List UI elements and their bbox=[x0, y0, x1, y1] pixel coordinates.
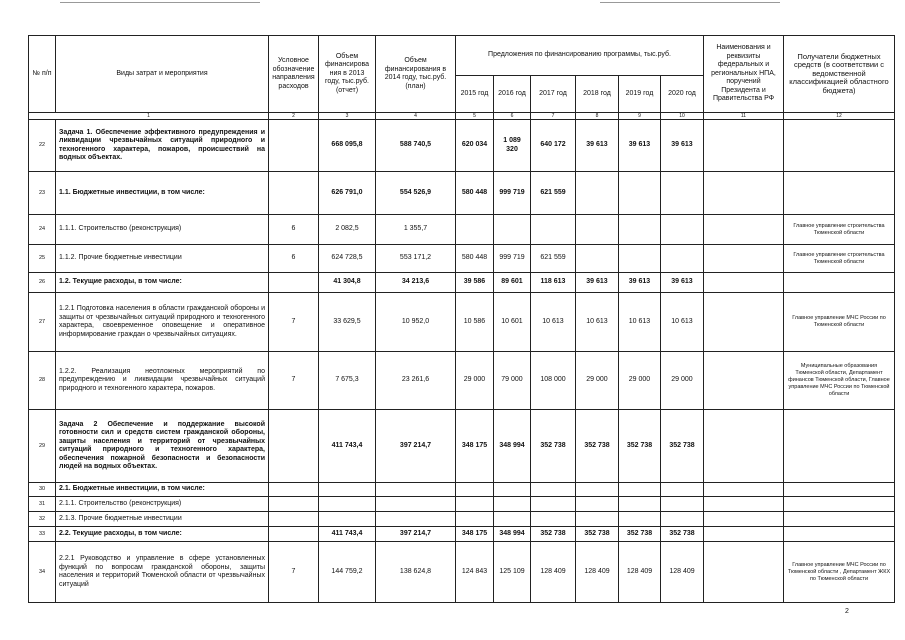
row-year-value: 352 738 bbox=[619, 410, 661, 483]
row-year-value bbox=[661, 172, 704, 215]
row-year-value: 999 719 bbox=[494, 172, 531, 215]
column-number: 6 bbox=[494, 113, 531, 120]
header-year: 2015 год bbox=[456, 76, 494, 113]
row-year-value: 128 409 bbox=[661, 542, 704, 603]
row-year-value bbox=[494, 215, 531, 245]
row-name: 2.1.1. Строительство (реконструкция) bbox=[56, 497, 269, 512]
row-year-value bbox=[576, 512, 619, 527]
row-number: 34 bbox=[29, 542, 56, 603]
row-year-value: 580 448 bbox=[456, 172, 494, 215]
row-name: 2.2. Текущие расходы, в том числе: bbox=[56, 527, 269, 542]
row-2013: 2 082,5 bbox=[319, 215, 376, 245]
financing-table bbox=[28, 35, 895, 603]
row-name: 1.1.2. Прочие бюджетные инвестиции bbox=[56, 245, 269, 273]
row-year-value bbox=[661, 245, 704, 273]
column-number: 7 bbox=[531, 113, 576, 120]
row-npa bbox=[704, 483, 784, 497]
row-year-value: 352 738 bbox=[576, 527, 619, 542]
row-year-value: 640 172 bbox=[531, 120, 576, 172]
row-year-value: 348 994 bbox=[494, 410, 531, 483]
row-2013: 668 095,8 bbox=[319, 120, 376, 172]
row-year-value: 128 409 bbox=[576, 542, 619, 603]
row-code: 7 bbox=[269, 542, 319, 603]
row-year-value: 39 613 bbox=[619, 273, 661, 293]
row-year-value bbox=[531, 497, 576, 512]
column-number: 10 bbox=[661, 113, 704, 120]
row-year-value: 124 843 bbox=[456, 542, 494, 603]
row-year-value: 580 448 bbox=[456, 245, 494, 273]
row-number: 28 bbox=[29, 352, 56, 410]
row-recipient bbox=[784, 497, 895, 512]
row-year-value: 39 613 bbox=[576, 120, 619, 172]
page-number: 2 bbox=[845, 608, 849, 615]
row-year-value: 108 000 bbox=[531, 352, 576, 410]
row-code bbox=[269, 120, 319, 172]
row-2014 bbox=[376, 497, 456, 512]
header-year: 2020 год bbox=[661, 76, 704, 113]
row-year-value: 10 613 bbox=[661, 293, 704, 352]
row-2014 bbox=[376, 483, 456, 497]
row-recipient: Главное управление строительства Тюменской области bbox=[784, 215, 895, 245]
row-name: Задача 1. Обеспечение эффективного предупреждения и ликвидации чрезвычайных ситуаций природного и техногенного характера, пожаров, происшествий на водных объектах. bbox=[56, 120, 269, 172]
row-name: 2.1. Бюджетные инвестиции, в том числе: bbox=[56, 483, 269, 497]
row-number: 24 bbox=[29, 215, 56, 245]
row-year-value bbox=[576, 172, 619, 215]
scan-artifact-line bbox=[600, 2, 780, 3]
row-2013: 144 759,2 bbox=[319, 542, 376, 603]
header-kind: Виды затрат и мероприятия bbox=[56, 36, 269, 113]
row-2013 bbox=[319, 497, 376, 512]
row-number: 30 bbox=[29, 483, 56, 497]
row-year-value: 128 409 bbox=[619, 542, 661, 603]
row-year-value: 10 601 bbox=[494, 293, 531, 352]
header-year: 2018 год bbox=[576, 76, 619, 113]
row-year-value: 125 109 bbox=[494, 542, 531, 603]
row-2013: 626 791,0 bbox=[319, 172, 376, 215]
row-year-value: 128 409 bbox=[531, 542, 576, 603]
row-npa bbox=[704, 245, 784, 273]
row-npa bbox=[704, 352, 784, 410]
row-year-value: 348 994 bbox=[494, 527, 531, 542]
row-year-value: 118 613 bbox=[531, 273, 576, 293]
row-code bbox=[269, 497, 319, 512]
row-recipient: Муниципальные образования Тюменской области, Департамент финансов Тюменской области, Главное управление МЧС России по Тюменской области bbox=[784, 352, 895, 410]
column-number: 9 bbox=[619, 113, 661, 120]
row-year-value: 352 738 bbox=[576, 410, 619, 483]
row-year-value: 352 738 bbox=[661, 410, 704, 483]
row-code bbox=[269, 410, 319, 483]
row-year-value bbox=[576, 497, 619, 512]
table-row bbox=[29, 172, 895, 215]
row-year-value: 29 000 bbox=[576, 352, 619, 410]
row-code bbox=[269, 512, 319, 527]
row-year-value bbox=[661, 215, 704, 245]
row-npa bbox=[704, 120, 784, 172]
row-year-value bbox=[576, 245, 619, 273]
row-recipient bbox=[784, 273, 895, 293]
table-row bbox=[29, 120, 895, 172]
row-name: 1.1.1. Строительство (реконструкция) bbox=[56, 215, 269, 245]
row-recipient: Главное управление строительства Тюменской области bbox=[784, 245, 895, 273]
column-number: 4 bbox=[376, 113, 456, 120]
row-code: 6 bbox=[269, 215, 319, 245]
table-row bbox=[29, 527, 895, 542]
row-year-value bbox=[494, 497, 531, 512]
row-npa bbox=[704, 215, 784, 245]
row-2014: 554 526,9 bbox=[376, 172, 456, 215]
row-name: 1.1. Бюджетные инвестиции, в том числе: bbox=[56, 172, 269, 215]
row-code bbox=[269, 172, 319, 215]
row-2014: 1 355,7 bbox=[376, 215, 456, 245]
table-row bbox=[29, 215, 895, 245]
column-number: 12 bbox=[784, 113, 895, 120]
row-2013: 7 675,3 bbox=[319, 352, 376, 410]
row-year-value: 39 586 bbox=[456, 273, 494, 293]
row-npa bbox=[704, 410, 784, 483]
row-year-value bbox=[456, 497, 494, 512]
row-year-value bbox=[661, 483, 704, 497]
row-recipient bbox=[784, 527, 895, 542]
row-year-value: 999 719 bbox=[494, 245, 531, 273]
column-number: 8 bbox=[576, 113, 619, 120]
row-code: 7 bbox=[269, 293, 319, 352]
row-year-value bbox=[456, 215, 494, 245]
header-year: 2019 год bbox=[619, 76, 661, 113]
row-year-value bbox=[531, 483, 576, 497]
row-2014: 588 740,5 bbox=[376, 120, 456, 172]
row-npa bbox=[704, 293, 784, 352]
header-num: № п/п bbox=[29, 36, 56, 113]
row-year-value: 348 175 bbox=[456, 410, 494, 483]
row-name: 1.2.1 Подготовка населения в области гражданской обороны и защиты от чрезвычайных ситуаций природного и техногенного характера, своевременное оповещение и оперативное информирование граждан о чрезвычайных ситуациях. bbox=[56, 293, 269, 352]
row-year-value: 29 000 bbox=[456, 352, 494, 410]
row-number: 27 bbox=[29, 293, 56, 352]
row-year-value: 39 613 bbox=[661, 273, 704, 293]
row-year-value bbox=[661, 512, 704, 527]
column-number: 2 bbox=[269, 113, 319, 120]
row-number: 32 bbox=[29, 512, 56, 527]
table-row bbox=[29, 497, 895, 512]
row-code bbox=[269, 527, 319, 542]
row-recipient: Главное управление МЧС России по Тюменской области , Департамент ЖКХ по Тюменской области bbox=[784, 542, 895, 603]
row-2014: 23 261,6 bbox=[376, 352, 456, 410]
row-number: 23 bbox=[29, 172, 56, 215]
row-year-value: 348 175 bbox=[456, 527, 494, 542]
header-year: 2017 год bbox=[531, 76, 576, 113]
row-year-value bbox=[661, 497, 704, 512]
row-year-value: 352 738 bbox=[531, 410, 576, 483]
header-year: 2016 год bbox=[494, 76, 531, 113]
row-code bbox=[269, 483, 319, 497]
row-number: 33 bbox=[29, 527, 56, 542]
row-number: 29 bbox=[29, 410, 56, 483]
row-year-value bbox=[456, 483, 494, 497]
row-year-value: 621 559 bbox=[531, 245, 576, 273]
row-2013: 41 304,8 bbox=[319, 273, 376, 293]
row-recipient bbox=[784, 483, 895, 497]
row-number: 25 bbox=[29, 245, 56, 273]
row-year-value bbox=[619, 245, 661, 273]
table-row bbox=[29, 293, 895, 352]
header-2014: Объем финансирования в 2014 году, тыс.руб. (план) bbox=[376, 36, 456, 113]
row-2013: 411 743,4 bbox=[319, 527, 376, 542]
row-name: 2.1.3. Прочие бюджетные инвестиции bbox=[56, 512, 269, 527]
header-recipients: Получатели бюджетных средств (в соответствии с ведомственной классификацией областного бюджета) bbox=[784, 36, 895, 113]
row-year-value: 10 613 bbox=[531, 293, 576, 352]
scan-artifact-line bbox=[60, 2, 260, 3]
column-number: 3 bbox=[319, 113, 376, 120]
row-year-value bbox=[619, 483, 661, 497]
row-year-value bbox=[531, 215, 576, 245]
table-row bbox=[29, 483, 895, 497]
row-recipient bbox=[784, 410, 895, 483]
row-recipient bbox=[784, 512, 895, 527]
header-2013: Объем финансирова ния в 2013 году, тыс.руб. (отчет) bbox=[319, 36, 376, 113]
row-2014: 138 624,8 bbox=[376, 542, 456, 603]
row-year-value: 39 613 bbox=[661, 120, 704, 172]
row-year-value bbox=[576, 215, 619, 245]
row-2014: 397 214,7 bbox=[376, 527, 456, 542]
row-name: 2.2.1 Руководство и управление в сфере установленных функций по вопросам гражданской обороны, защиты населения и территорий Тюменской области от чрезвычайных ситуаций bbox=[56, 542, 269, 603]
row-2014: 553 171,2 bbox=[376, 245, 456, 273]
table-row bbox=[29, 273, 895, 293]
row-npa bbox=[704, 512, 784, 527]
row-year-value: 352 738 bbox=[619, 527, 661, 542]
table-row bbox=[29, 352, 895, 410]
row-2014 bbox=[376, 512, 456, 527]
row-number: 31 bbox=[29, 497, 56, 512]
row-2014: 10 952,0 bbox=[376, 293, 456, 352]
row-year-value: 39 613 bbox=[619, 120, 661, 172]
column-number: 5 bbox=[456, 113, 494, 120]
table-row bbox=[29, 542, 895, 603]
row-2013: 411 743,4 bbox=[319, 410, 376, 483]
row-year-value bbox=[619, 215, 661, 245]
row-year-value: 29 000 bbox=[619, 352, 661, 410]
row-year-value: 10 613 bbox=[619, 293, 661, 352]
row-name: 1.2. Текущие расходы, в том числе: bbox=[56, 273, 269, 293]
row-npa bbox=[704, 172, 784, 215]
column-number: 11 bbox=[704, 113, 784, 120]
row-npa bbox=[704, 497, 784, 512]
row-year-value: 29 000 bbox=[661, 352, 704, 410]
row-year-value bbox=[531, 512, 576, 527]
row-year-value: 10 586 bbox=[456, 293, 494, 352]
header-proposals: Предложения по финансированию программы, тыс.руб. bbox=[456, 36, 704, 76]
row-year-value bbox=[456, 512, 494, 527]
row-2013: 33 629,5 bbox=[319, 293, 376, 352]
header-npa: Наименования и реквизиты федеральных и региональных НПА, поручений Президента и Правительства РФ bbox=[704, 36, 784, 113]
row-year-value: 39 613 bbox=[576, 273, 619, 293]
row-year-value bbox=[619, 512, 661, 527]
row-year-value: 10 613 bbox=[576, 293, 619, 352]
row-number: 26 bbox=[29, 273, 56, 293]
row-2013 bbox=[319, 483, 376, 497]
row-npa bbox=[704, 542, 784, 603]
row-year-value bbox=[619, 172, 661, 215]
row-2014: 34 213,6 bbox=[376, 273, 456, 293]
row-year-value bbox=[494, 512, 531, 527]
row-year-value bbox=[619, 497, 661, 512]
row-year-value bbox=[494, 483, 531, 497]
row-code bbox=[269, 273, 319, 293]
row-year-value: 352 738 bbox=[661, 527, 704, 542]
table-row bbox=[29, 245, 895, 273]
row-year-value: 621 559 bbox=[531, 172, 576, 215]
row-name: Задача 2 Обеспечение и поддержание высокой готовности сил и средств систем гражданской обороны, защиты населения и территорий от чрезвычайных ситуаций природного и техногенного характера, обеспечения пожарной безопасности и безопасности людей на водных объектах. bbox=[56, 410, 269, 483]
row-recipient bbox=[784, 120, 895, 172]
row-npa bbox=[704, 527, 784, 542]
table-row bbox=[29, 410, 895, 483]
row-2013: 624 728,5 bbox=[319, 245, 376, 273]
row-year-value bbox=[576, 483, 619, 497]
row-year-value: 352 738 bbox=[531, 527, 576, 542]
row-year-value: 89 601 bbox=[494, 273, 531, 293]
row-year-value: 1 089 320 bbox=[494, 120, 531, 172]
row-year-value: 79 000 bbox=[494, 352, 531, 410]
row-year-value: 620 034 bbox=[456, 120, 494, 172]
row-code: 6 bbox=[269, 245, 319, 273]
header-code: Условное обозначение направления расходов bbox=[269, 36, 319, 113]
row-name: 1.2.2. Реализация неотложных мероприятий по предупреждению и ликвидации чрезвычайных ситуаций природного и техногенного характера, пожаров. bbox=[56, 352, 269, 410]
row-2014: 397 214,7 bbox=[376, 410, 456, 483]
row-npa bbox=[704, 273, 784, 293]
row-number: 22 bbox=[29, 120, 56, 172]
table-row bbox=[29, 512, 895, 527]
row-recipient bbox=[784, 172, 895, 215]
row-code: 7 bbox=[269, 352, 319, 410]
row-recipient: Главное управление МЧС России по Тюменской области bbox=[784, 293, 895, 352]
row-2013 bbox=[319, 512, 376, 527]
column-number: 1 bbox=[29, 113, 269, 120]
